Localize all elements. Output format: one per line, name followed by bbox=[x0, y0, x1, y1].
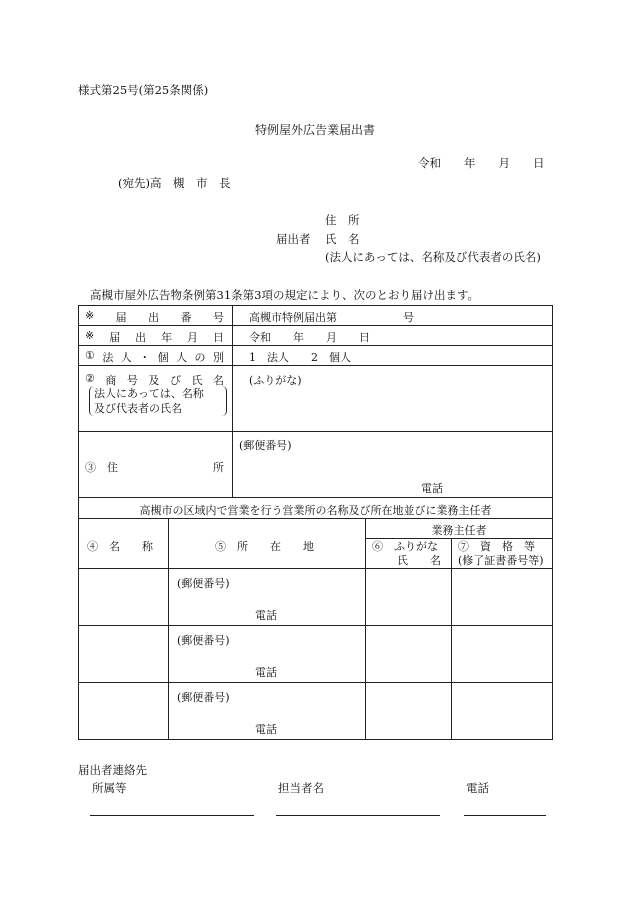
manager-name-cell[interactable] bbox=[366, 683, 452, 740]
manager-qualification-cell[interactable] bbox=[452, 683, 553, 740]
notification-form-table bbox=[78, 305, 553, 740]
contact-title: 届出者連絡先 bbox=[78, 763, 147, 777]
label-char: 名 bbox=[212, 374, 224, 387]
label-char: 及 bbox=[148, 374, 160, 387]
label-char: ※ bbox=[85, 329, 95, 342]
address-phone-label: 電話 bbox=[421, 482, 443, 495]
label-char: 号 bbox=[126, 374, 138, 387]
label-char: 番 bbox=[180, 311, 192, 324]
label-char: び bbox=[169, 374, 181, 387]
address-field[interactable] bbox=[233, 432, 553, 498]
trade-name-field[interactable]: (ふりがな) bbox=[233, 366, 553, 432]
office-row bbox=[79, 569, 553, 626]
notification-date-field[interactable]: 令和 年 月 日 bbox=[233, 326, 553, 346]
name-label: 氏 名 bbox=[325, 232, 360, 246]
manager-qualification-cell[interactable] bbox=[452, 626, 553, 683]
office-location-header: ⑤ 所 在 地 bbox=[169, 519, 366, 569]
label-char: 月 bbox=[187, 331, 199, 344]
row-notification-number-label bbox=[79, 306, 233, 326]
office-row bbox=[79, 626, 553, 683]
trade-name-bracket-note: 法人にあっては、名称 及び代表者の氏名 bbox=[89, 386, 227, 416]
label-char: 人 bbox=[176, 351, 188, 364]
contact-phone-line[interactable] bbox=[464, 815, 546, 816]
label-char: ※ bbox=[85, 309, 95, 322]
label-char: ・ bbox=[139, 351, 151, 364]
manager-name-cell[interactable] bbox=[366, 626, 452, 683]
label-char: 号 bbox=[212, 311, 224, 324]
office-location-cell[interactable]: (郵便番号) 電話 bbox=[169, 626, 366, 683]
contact-phone-label: 電話 bbox=[466, 781, 489, 795]
manager-name-cell[interactable] bbox=[366, 569, 452, 626]
office-section-title: 高槻市の区域内で営業を行う営業所の名称及び所在地並びに業務主任者 bbox=[79, 498, 553, 519]
label-char: 届 bbox=[115, 311, 127, 324]
label-char: 年 bbox=[161, 331, 173, 344]
label-char: 別 bbox=[212, 351, 224, 364]
label-char: 商 bbox=[105, 374, 117, 387]
row-trade-name-label bbox=[79, 366, 233, 432]
label-char: 氏 bbox=[191, 374, 203, 387]
office-name-cell[interactable] bbox=[79, 626, 169, 683]
manager-qualification-header: ⑦ 資 格 等 (修了証書番号等) bbox=[452, 539, 553, 569]
notifier-label: 届出者 bbox=[276, 232, 311, 246]
contact-affiliation-label: 所属等 bbox=[92, 781, 127, 795]
office-name-cell[interactable] bbox=[79, 683, 169, 740]
office-location-cell[interactable]: (郵便番号) 電話 bbox=[169, 569, 366, 626]
contact-person-label: 担当者名 bbox=[278, 781, 324, 795]
address-label: 住 所 bbox=[325, 213, 360, 227]
row-address-label: ③ 住 所 bbox=[79, 432, 233, 498]
contact-affiliation-line[interactable] bbox=[90, 815, 254, 816]
name-note: (法人にあっては、名称及び代表者の氏名) bbox=[325, 250, 541, 264]
label-char: 日 bbox=[212, 331, 224, 344]
address-postal-label: (郵便番号) bbox=[239, 439, 292, 452]
row-notification-date-label bbox=[79, 326, 233, 346]
label-char: 人 bbox=[120, 351, 132, 364]
notification-number-field[interactable]: 高槻市特例届出第 号 bbox=[233, 306, 553, 326]
office-name-header: ④ 名 称 bbox=[79, 519, 169, 569]
contact-person-line[interactable] bbox=[276, 815, 440, 816]
label-char: 届 bbox=[109, 331, 121, 344]
label-char: 出 bbox=[148, 311, 160, 324]
manager-qualification-cell[interactable] bbox=[452, 569, 553, 626]
label-char: 法 bbox=[102, 351, 114, 364]
entity-type-field[interactable]: 1 法人 2 個人 bbox=[233, 346, 553, 366]
label-char: ① bbox=[85, 349, 95, 362]
label-char: の bbox=[194, 351, 206, 364]
label-char: ② bbox=[85, 372, 95, 385]
label-char: 出 bbox=[135, 331, 147, 344]
page-title: 特例屋外広告業届出書 bbox=[254, 123, 375, 137]
intro-text: 高槻市屋外広告物条例第31条第3項の規定により、次のとおり届け出ます。 bbox=[90, 288, 480, 302]
manager-name-header: ⑥ ふりがな 氏 名 bbox=[366, 539, 452, 569]
office-location-cell[interactable]: (郵便番号) 電話 bbox=[169, 683, 366, 740]
office-name-cell[interactable] bbox=[79, 569, 169, 626]
office-row bbox=[79, 683, 553, 740]
manager-header: 業務主任者 bbox=[366, 519, 553, 539]
date-line: 令和 年 月 日 bbox=[418, 156, 545, 170]
addressee: (宛先)高 槻 市 長 bbox=[118, 176, 231, 190]
label-char: 個 bbox=[157, 351, 169, 364]
row-entity-type-label bbox=[79, 346, 233, 366]
form-number: 様式第25号(第25条関係) bbox=[78, 83, 209, 97]
